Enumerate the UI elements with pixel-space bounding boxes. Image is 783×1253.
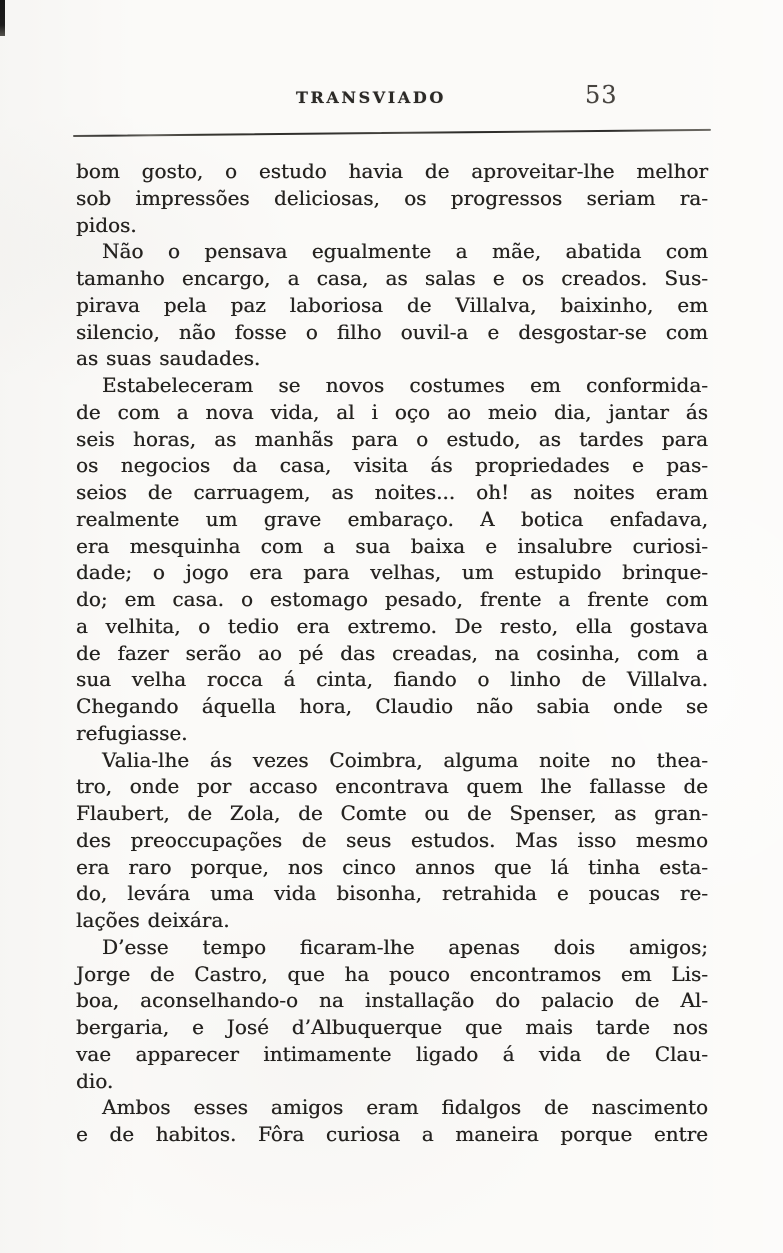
text-line: do; em casa. o estomago pesado, frente a frente com	[76, 587, 708, 611]
text-line: Estabeleceram se novos costumes em conformida-	[102, 373, 708, 397]
text-line: sua velha rocca á cinta, fiando o linho de Villalva.	[76, 667, 708, 692]
text-line: era mesquinha com a sua baixa e insalubre curiosi-	[76, 533, 708, 558]
text-line: pidos.	[76, 212, 137, 237]
running-header	[0, 0, 783, 120]
text-line: e de habitos. Fôra curiosa a maneira porque entre	[76, 1122, 708, 1146]
text-line: boa, aconselhando-o na installação do palacio de Al-	[76, 988, 708, 1013]
text-line: dio.	[76, 1068, 114, 1093]
text-line: seis horas, as manhãs para o estudo, as tardes para	[76, 426, 708, 451]
text-line: vae apparecer intimamente ligado á vida de Clau-	[76, 1041, 708, 1066]
text-line: lações deixára.	[76, 908, 230, 932]
text-line: sob impressões deliciosas, os progressos seriam ra-	[76, 185, 708, 210]
page-number: 53	[585, 81, 618, 109]
text-line: de com a nova vida, al i oço ao meio dia, jantar ás	[76, 399, 708, 424]
text-line: Chegando áquella hora, Claudio não sabia onde se	[76, 694, 708, 718]
text-line: seios de carruagem, as noites... oh! as noites eram	[76, 480, 708, 504]
text-line: des preoccupações de seus estudos. Mas isso mesmo	[76, 827, 708, 852]
body-text	[76, 158, 708, 1148]
text-line: refugiasse.	[76, 720, 188, 745]
text-line: bom gosto, o estudo havia de aproveitar-lhe melhor	[76, 159, 708, 183]
text-line: tro, onde por accaso encontrava quem lhe fallasse de	[76, 774, 708, 799]
text-line: as suas saudades.	[76, 346, 261, 371]
page-header-title: TRANSVIADO	[296, 88, 446, 107]
header-rule-divider	[73, 129, 711, 137]
text-line: Ambos esses amigos eram fidalgos de nascimento	[102, 1095, 708, 1120]
text-line: os negocios da casa, visita ás propriedades e pas-	[76, 453, 708, 478]
text-line: D’esse tempo ficaram-lhe apenas dois amigos;	[102, 934, 708, 959]
text-line: dade; o jogo era para velhas, um estupido brinque-	[76, 560, 708, 585]
text-line: Não o pensava egualmente a mãe, abatida com	[102, 239, 708, 264]
text-line: Flaubert, de Zola, de Comte ou de Spenser, as gran-	[76, 801, 708, 825]
text-line: de fazer serão ao pé das creadas, na cosinha, com a	[76, 640, 708, 665]
text-line: a velhita, o tedio era extremo. De resto, ella gostava	[76, 613, 708, 638]
text-line: bergaria, e José d’Albuquerque que mais tarde nos	[76, 1015, 708, 1039]
text-line: Jorge de Castro, que ha pouco encontramos em Lis-	[76, 961, 708, 986]
text-line: realmente um grave embaraço. A botica enfadava,	[76, 506, 708, 531]
text-line: silencio, não fosse o filho ouvil-a e desgostar-se com	[76, 319, 708, 344]
text-line: era raro porque, nos cinco annos que lá tinha esta-	[76, 854, 708, 879]
text-line: tamanho encargo, a casa, as salas e os creados. Sus-	[76, 266, 708, 290]
text-line: do, levára uma vida bisonha, retrahida e poucas re-	[76, 881, 708, 906]
text-line: Valia-lhe ás vezes Coimbra, alguma noite no thea-	[102, 747, 708, 772]
text-line: pirava pela paz laboriosa de Villalva, baixinho, em	[76, 292, 708, 317]
